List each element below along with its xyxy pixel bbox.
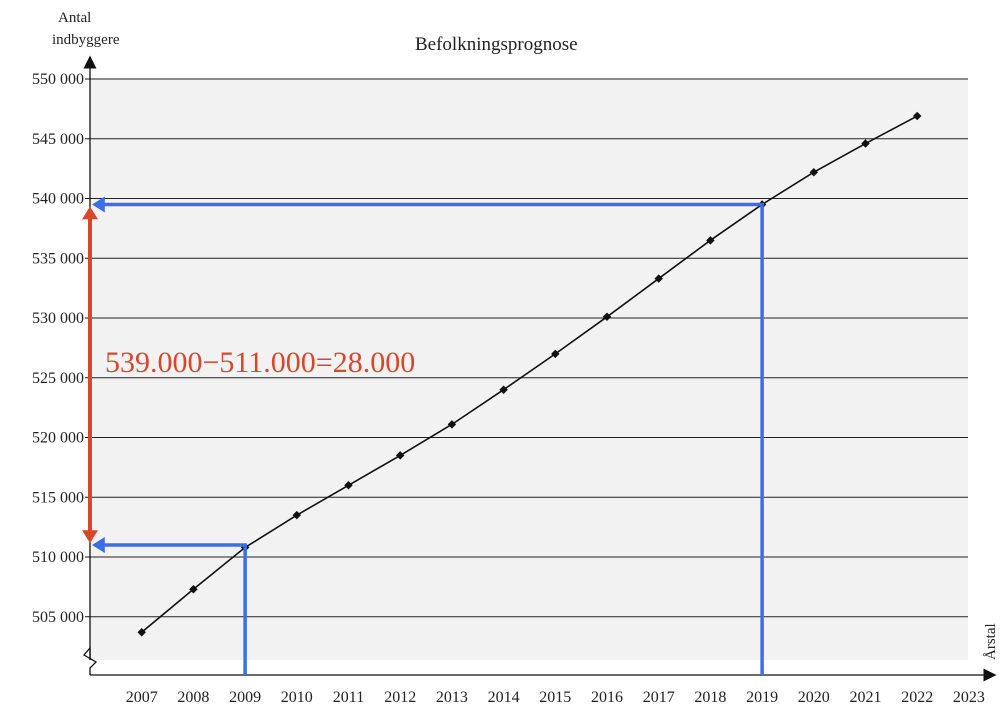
difference-annotation: 539.000−511.000=28.000 (105, 346, 416, 379)
x-tick-label: 2017 (642, 689, 675, 706)
x-tick-label: 2015 (539, 689, 572, 706)
y-tick-label: 540 000 (32, 190, 84, 208)
x-tick-label: 2013 (435, 689, 468, 706)
x-tick-label: 2008 (177, 689, 210, 706)
x-tick-label: 2010 (280, 689, 313, 706)
y-tick-label: 515 000 (32, 489, 84, 507)
x-tick-label: 2021 (849, 689, 882, 706)
y-tick-labels (32, 71, 84, 626)
chart-title: Befolkningsprognose (415, 34, 578, 55)
y-tick-label: 550 000 (32, 71, 84, 88)
y-tick-label: 545 000 (32, 130, 84, 148)
x-tick-label: 2016 (591, 689, 623, 706)
x-tick-label: 2023 (952, 689, 985, 706)
y-tick-label: 520 000 (32, 429, 84, 447)
x-tick-labels (126, 689, 985, 706)
x-tick-label: 2019 (746, 689, 779, 706)
y-tick-label: 530 000 (32, 310, 84, 327)
x-tick-label: 2009 (229, 689, 262, 706)
x-tick-label: 2007 (125, 689, 158, 706)
y-axis-label-line2: indbyggere (52, 32, 120, 48)
x-axis-label: Årstal (983, 623, 999, 660)
y-axis-label-line1: Antal (58, 10, 92, 26)
x-tick-label: 2022 (901, 689, 934, 706)
x-tick-label: 2012 (384, 689, 417, 706)
y-tick-label: 525 000 (32, 369, 84, 387)
y-tick-label: 535 000 (32, 250, 84, 268)
x-tick-label: 2020 (797, 689, 830, 706)
x-tick-label: 2014 (487, 689, 520, 706)
x-tick-label: 2018 (694, 689, 727, 706)
y-tick-label: 505 000 (32, 608, 84, 626)
x-tick-label: 2011 (332, 689, 365, 706)
y-tick-label: 510 000 (32, 549, 84, 566)
